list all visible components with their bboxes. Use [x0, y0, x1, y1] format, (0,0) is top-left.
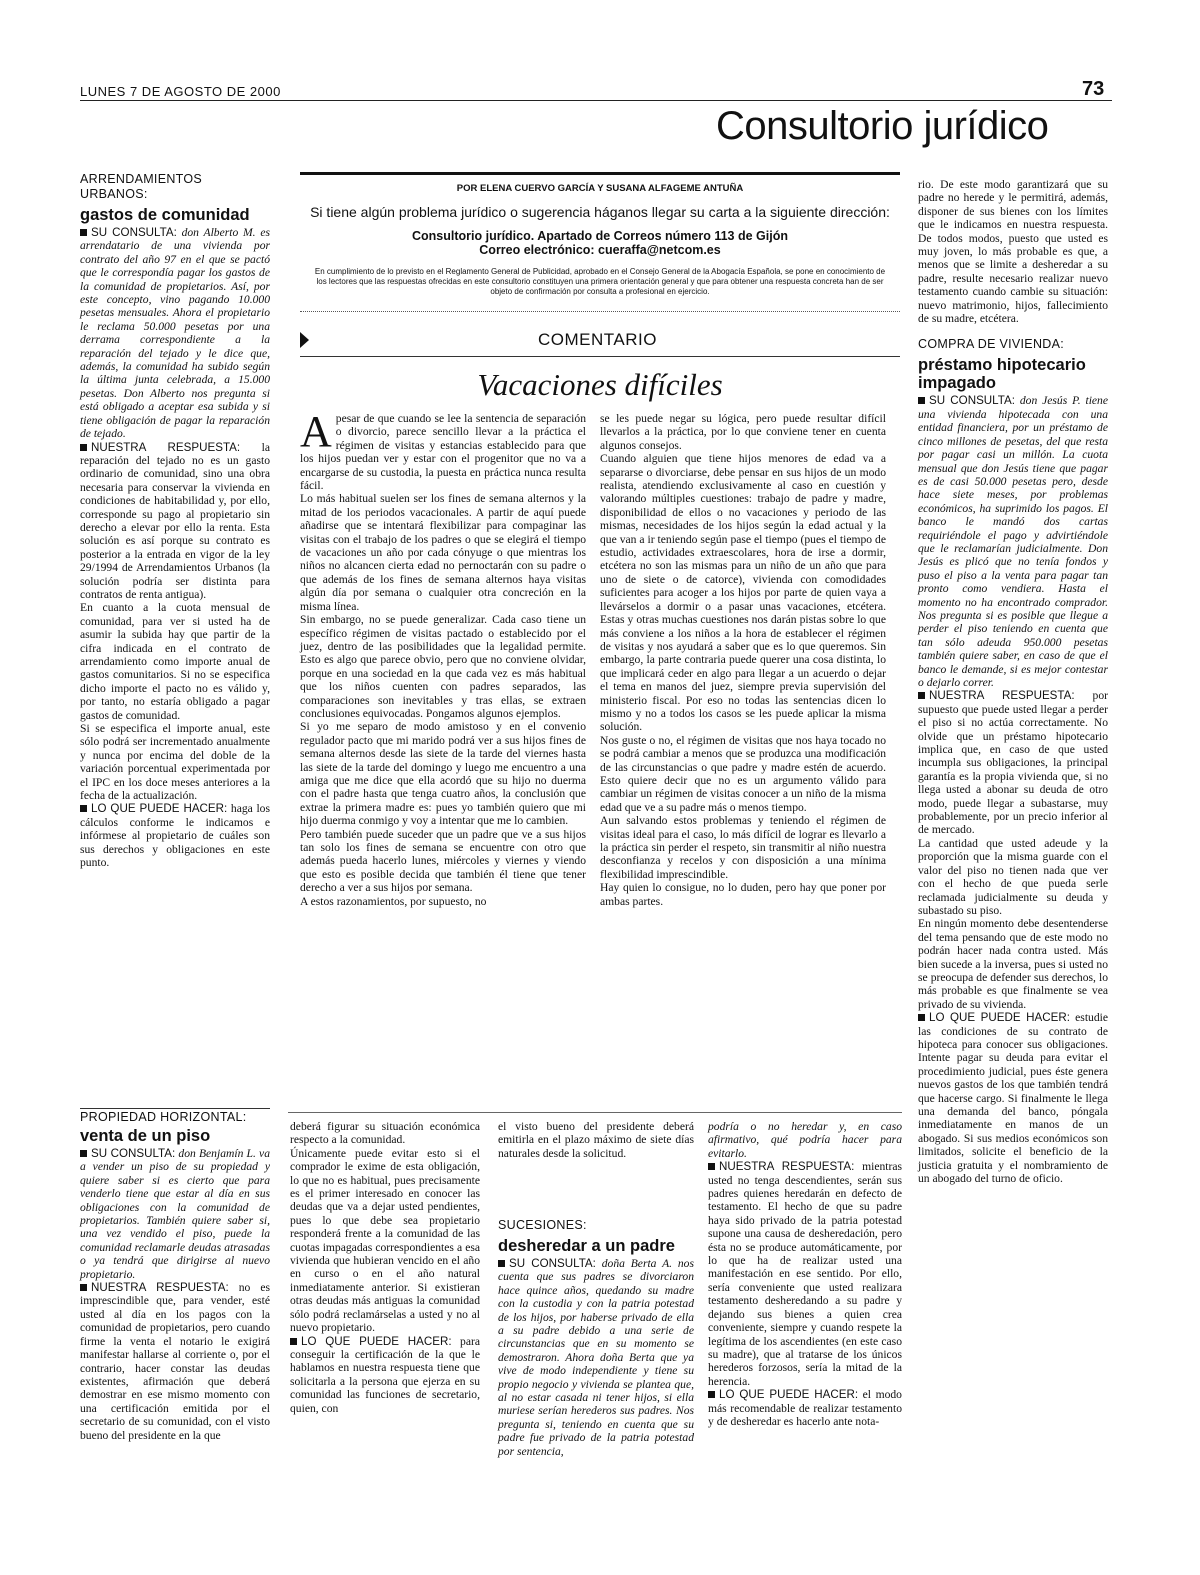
comment-title: Vacaciones difíciles	[477, 367, 723, 402]
comment-paragraph: pesar de que cuando se lee la sentencia de separación o divorcio, parece sencillo llevar a la práctica el régimen de visitas y estancias establecido para que los hijos puedan ver y estar con el progenitor que no va a encargarse de su custodia, la puesta en práctica nunca resulta fácil.	[300, 412, 586, 493]
headline: venta de un piso	[80, 1127, 211, 1145]
respuesta-label: NUESTRA RESPUESTA:	[719, 1160, 855, 1174]
comment-paragraph: Sin embargo, no se puede generalizar. Cada caso tiene un específico régimen de visitas pactado o establecido por el juez, dentro de las posibilidades que la legalidad permite. Esto es algo que parece obvio, pero que no conviene olvidar, porque en una sociedad en la que cada vez es más habitual que los niños cuenten con padres separados, las comparaciones son inevitables y tras ellas, se extraen conclusiones equivocadas. Pongamos algunos ejemplos.	[300, 613, 586, 720]
comment-header	[300, 330, 900, 403]
comment-paragraph: se les puede negar su lógica, pero puede resultar difícil llevarlos a la práctica, por lo que conviene tener en cuenta algunos consejos.	[600, 412, 886, 452]
consulta-label: SU CONSULTA:	[929, 394, 1015, 408]
comment-paragraph: Cuando alguien que tiene hijos menores de edad va a separarse o divorciarse, debe pensar en sus hijos de un modo realista, atendiendo exclusivamente al caso en cuestión y valorando múltiples cuestiones: trabajo de padre y madre, disponibilidad de ellos o no vacaciones y periodo de las mismas, necesidades de los hijos según la edad actual y la que van a ir teniendo según pase el tiempo (pues el tiempo de estudio, actividades extraescolares, hora de irse a dormir, etcétera no son las mismas para un niño de un año que para uno de siete o de catorce), vivienda con comodidades suficientes para acoger a los hijos por parte de quien vaya a llevárselos a dormir o a pasar unas vacaciones, etcétera. Estas y otras muchas cuestiones nos darán pistas sobre lo que más conviene a los niños a la hora de establecer el régimen de visitas y nos ayudará a saber que es lo que queremos. Sin embargo, la parte contraria puede querer una cosa distinta, lo que implicará ceder en algo para llegar a un acuerdo o dejar el tema en manos del juez, siempre previa supervisión del ministerio fiscal. Por eso no todas las sentencias dicen lo mismo y no a todos los casos se les puede aplicar la misma solución.	[600, 452, 886, 734]
continuation-text: rio. De este modo garantizará que su padre no herede y le permitirá, además, disponer de sus bienes con los límites que le indicamos en nuestra respuesta. De todos modos, puesto que usted es muy joven, lo más probable es que, a menos que se limite a desheredar a su padre, resulte necesario realizar nuevo testamento cuando cambie su situación: nuevo matrimonio, hijos, fallecimiento de su madre, etcétera.	[918, 178, 1108, 326]
propiedad-continuation	[290, 1120, 480, 1415]
respuesta-label: NUESTRA RESPUESTA:	[91, 1281, 229, 1295]
respuesta-text: En ningún momento debe desentenderse del tema pensando que de este modo no podrán hacer nada contra usted. Más bien sucede a la inversa, pues si usted no se preocupa de defender sus derechos, lo más probable es que finalmente se vea privado de su vivienda.	[918, 917, 1108, 1011]
section-title: Consultorio jurídico	[716, 104, 1049, 148]
consulta-text: don Alberto M. es arrendatario de una vivienda por contrato del año 97 en el que se pactó que le correspondía pagar los gastos de la comunidad de propietarios. Así, por este concepto, vino pagando 10.000 pesetas mensuales. Ahora el propietario le reclama 50.000 pesetas por una derrama correspondiente a la reparación del tejado y le dice que, además, la comunidad ha subido según la última junta celebrada, a 15.000 pesetas. Don Alberto nos pregunta si está obligado a aceptar esa subida y si tiene obligación de pagar la reparación de tejado.	[80, 226, 270, 441]
respuesta-text: mientras usted no tenga descendientes, serán sus padres quienes heredarán en defecto de testamento. El hecho de que su padre haya sido privado de la patria potestad supone una causa de desheredación, pero ésta no se produce automáticamente, por lo que ha de realizar usted una manifestación en ese sentido. Por ello, sería conveniente que usted realizara testamento desheredando a su padre y dejando sus bienes a quien crea conveniente, siempre y cuando respete la legítima de los ascendientes (en este caso su madre), que al tratarse de los únicos herederos forzosos, sería la mitad de la herencia.	[708, 1160, 902, 1388]
respuesta-label: NUESTRA RESPUESTA:	[91, 440, 241, 454]
category-label: PROPIEDAD HORIZONTAL:	[80, 1110, 247, 1124]
comment-label: COMENTARIO	[538, 330, 657, 349]
headline: desheredar a un padre	[498, 1237, 675, 1255]
issue-date: LUNES 7 DE AGOSTO DE 2000	[80, 84, 281, 99]
respuesta-text: Si se especifica el importe anual, este sólo podrá ser incrementado anualmente y nunca por encima del doble de la variación porcentual experimentada por el IPC en los doce meses anteriores a la fecha de la actualización.	[80, 722, 270, 803]
bullet-square-icon	[80, 805, 87, 812]
bullet-square-icon	[708, 1163, 715, 1170]
comment-column-1	[300, 407, 586, 908]
respuesta-text: En cuanto a la cuota mensual de comunidad, para ver si usted ha de asumir la subida hay que partir de la cifra indicada en el contrato de arrendamiento como importe anual de gastos comunitarios. Si no se especifica dicho importe el pacto no es válido y, por tanto, no estaría obligado a pagar gastos de comunidad.	[80, 601, 270, 722]
right-column	[918, 178, 1108, 1185]
headline: préstamo hipotecario impagado	[918, 356, 1086, 393]
article-sucesiones	[498, 1218, 694, 1458]
bullet-square-icon	[918, 1014, 925, 1021]
bullet-square-icon	[80, 1284, 87, 1291]
headline: gastos de comunidad	[80, 206, 250, 224]
bullet-square-icon	[80, 229, 87, 236]
hacer-label: LO QUE PUEDE HACER:	[929, 1011, 1070, 1025]
consulta-text: doña Berta A. nos cuenta que sus padres se divorciaron hace quince años, quedando su madre con la custodia y con la patria potestad de los hijos, por haberse privado de ella a su padre debido a una serie de circunstancias que en su momento se demostraron. Ahora doña Berta que ya vive de modo independiente y tiene su propio negocio y vivienda se plantea que, al no estar casada ni tener hijos, si ella muriese serían herederos sus padres. Nos pregunta si, teniendo en cuenta que su padre fue privado de la patria potestad por sentencia,	[498, 1257, 694, 1458]
bottom-rule	[288, 1112, 902, 1113]
consulta-text: don Jesús P. tiene una vivienda hipotecada con una entidad financiera, por un préstamo de cinco millones de pesetas, del que resta por pagar casi un millón. La cuota mensual que don Jesús tiene que pagar es de casi 50.000 pesetas pero, desde hace siete meses, por problemas económicos, ha suprimido los pagos. El banco le mandó dos cartas requiriéndole el pago y advirtiéndole que le reclamarían judicialmente. Don Jesús es plicó que no tenía fondos y puso el piso a la venta para pagar tan pronto como vendiera. Hasta el momento no ha encontrado comprador. Nos pregunta si es posible que llegue a perder el piso teniendo en cuenta que tan sólo adeuda 950.000 pesetas también quiere saber, en caso de que el banco le demande, si es mejor contestar o dejarlo correr.	[918, 394, 1109, 689]
bullet-square-icon	[708, 1391, 715, 1398]
hacer-label: LO QUE PUEDE HACER:	[91, 802, 228, 816]
respuesta-text: por supuesto que puede usted llegar a perder el piso si no actúa correctamente. No olvide que un préstamo hipotecario implica que, en caso de que usted incumpla sus obligaciones, la principal garantía es la propia vivienda que, si no llega usted a abonar su deuda de otro modo, puede llegar a subastarse, muy probablemente, por un precio inferior al de mercado.	[918, 689, 1108, 837]
contact-intro: Si tiene algún problema jurídico o sugerencia háganos llegar su carta a la siguiente dirección:	[310, 204, 890, 220]
dotted-divider	[300, 311, 900, 312]
box-rule	[300, 172, 900, 175]
hacer-text: haga los cálculos conforme le indicamos e infórmese al propietario de cuáles son sus derechos y obligaciones en este punto.	[80, 802, 270, 870]
bullet-square-icon	[80, 1150, 87, 1157]
respuesta-label: NUESTRA RESPUESTA:	[929, 689, 1075, 703]
category-label: ARRENDAMIENTOS URBANOS:	[80, 172, 203, 201]
bullet-square-icon	[918, 692, 925, 699]
arrow-marker-icon	[300, 332, 309, 348]
respuesta-text: La cantidad que usted adeude y la proporción que la misma guarde con el valor del piso no tienen nada que ver con el hecho de que pueda serle reclamada judicialmente su deuda y subastado su piso.	[918, 836, 1108, 917]
comment-paragraph: Hay quien lo consigue, no lo duden, pero hay que poner por ambas partes.	[600, 881, 886, 908]
category-label: SUCESIONES:	[498, 1218, 587, 1232]
comment-paragraph: Nos guste o no, el régimen de visitas que nos haya tocado no se podrá cambiar a menos que se produzca una modificación de las circunstancias o que padre y madre estén de acuerdo. Esto quiere decir que no es un argumento válido para cambiar un régimen de visitas conocer a un niño de la misma edad que ve a su padre más o menos tiempo.	[600, 733, 886, 814]
bullet-square-icon	[80, 444, 87, 451]
hacer-text: para conseguir la certificación de la que le hablamos en nuestra respuesta tiene que solicitarla a la persona que ejerza en su comunidad las funciones de secretario, quien, con	[290, 1334, 480, 1415]
consulta-label: SU CONSULTA:	[509, 1257, 596, 1270]
article-propiedad-horizontal	[80, 1110, 270, 1442]
comment-paragraph: A estos razonamientos, por supuesto, no	[300, 894, 487, 908]
header-rule	[80, 100, 1112, 101]
consulta-text: podría o no heredar y, en caso afirmativo, qué podría hacer para evitarlo.	[708, 1120, 902, 1160]
page-number: 73	[1082, 78, 1105, 100]
contact-box	[300, 172, 900, 312]
bottom-rule	[80, 1108, 270, 1109]
respuesta-text: Únicamente puede evitar esto si el comprador le exime de esta obligación, lo que no es habitual, pues precisamente es el primer interesado en conocer las deudas que va a dejar usted pendientes, pues lo que debe sea propietario responderá frente a la comunidad de las cuotas impagadas correspondientes a esa vivienda que hubieran vencido en el año en curso o en el año natural inmediatamente anterior. Si existieran otras deudas más antiguas la comunidad sólo podrá reclamárselas a usted y no al nuevo propietario.	[290, 1146, 480, 1335]
byline: POR ELENA CUERVO GARCÍA Y SUSANA ALFAGEME ANTUÑA	[456, 183, 744, 194]
comment-paragraph: Lo más habitual suelen ser los fines de semana alternos y la mitad de los periodos vacacionales. A partir de aquí puede añadirse que se intentará flexibilizar para compaginar las visitas con el trabajo de los padres o que se elegirá el tiempo de vacaciones un año por cada cónyuge o que mientras los niños no alcancen cierta edad no pernoctarán con su padre o que además de los fines de semana alternos haya visitas algún día por semana o cualquier otra concreción en la misma línea.	[300, 492, 586, 613]
hacer-text: el modo más recomendable de realizar testamento y de desheredar es hacerlo ante nota-	[708, 1388, 902, 1428]
bullet-square-icon	[290, 1338, 297, 1345]
dropcap: A	[300, 407, 332, 456]
legal-note: En cumplimiento de lo previsto en el Reglamento General de Publicidad, aprobado en el Consejo General de la Abogacía Española, se pone en conocimiento de los lectores que las respuestas ofrecidas en este consultorio constituyen una primera orientación general y que para obtener una respuesta concreta han de ser objeto de confirmación por consulta a profesional en ejercicio.	[314, 267, 886, 296]
comment-column-2	[600, 412, 886, 908]
postal-address: Consultorio jurídico. Apartado de Correos número 113 de Gijón	[412, 229, 788, 243]
consulta-text: don Benjamín L. va a vender un piso de su propiedad y quiere saber si es cierto que para venderlo tiene que estar al día en sus obligaciones con la comunidad de propietarios. También quiere saber si, una vez vendido el piso, puede la comunidad reclamarle deudas atrasadas o ya tendrá que dirigirse al nuevo propietario.	[80, 1147, 271, 1281]
hacer-label: LO QUE PUEDE HACER:	[301, 1334, 452, 1348]
comment-paragraph: Si yo me separo de modo amistoso y en el convenio regulador pacto que mi marido podrá ver a sus hijos fines de semana alternos desde las siete de la tarde del viernes hasta las siete de la tarde del domingo y luego me encuentro a una amiga que me dice que ella acordó que su hijo no duerma con el padre hasta que tenga cuatro años, la conclusión que extrae la primera madre es: pues yo también quiero que mi hijo duerma conmigo y voy a intentar que me lo cambien.	[300, 720, 586, 828]
propiedad-end	[498, 1120, 694, 1160]
comment-paragraph: Aun salvando estos problemas y teniendo el régimen de visitas ideal para el caso, lo más difícil de lograr es llevarlo a la práctica sin perder el respeto, sin transmitir al niño nuestra desconfianza y recelos y con disposición a una mínima flexibilidad imprescindible.	[600, 814, 886, 881]
comment-paragraph: Pero también puede suceder que un padre que ve a sus hijos tan solo los fines de semana se encuentre con otro que además pueda hacerlo lunes, miércoles y viernes y viendo que esto es posible decida que también él tiene que tener derecho a ver a sus hijos por semana.	[300, 827, 586, 895]
hacer-label: LO QUE PUEDE HACER:	[719, 1388, 859, 1402]
email-address[interactable]: Correo electrónico: cueraffa@netcom.es	[479, 243, 721, 257]
respuesta-text: deberá figurar su situación económica respecto a la comunidad.	[290, 1120, 480, 1147]
hacer-text: el visto bueno del presidente deberá emitirla en el plazo máximo de siete días naturales desde la solicitud.	[498, 1120, 694, 1160]
bullet-square-icon	[918, 397, 925, 404]
article-arrendamientos	[80, 172, 270, 870]
bullet-square-icon	[498, 1260, 505, 1267]
respuesta-text: la reparación del tejado no es un gasto ordinario de comunidad, sino una obra necesaria para conservar la vivienda en condiciones de habitabilidad y, por ello, corresponde su pago al propietario sin derecho a elevar por ello la renta. Esta solución es así porque su contrato es posterior a la entrada en vigor de la ley 29/1994 de Arrendamientos Urbanos (la solución podría ser distinta para contratos de renta antigua).	[80, 440, 270, 601]
comment-rule	[300, 356, 900, 357]
respuesta-text: no es imprescindible que, para vender, esté usted al día en los pagos con la comunidad de propietarios, pero cuando firme la venta el notario le exigirá manifestar hallarse al corriente o, por el contrario, hacer constar las deudas existentes, afirmación que deberá demostrar en ese mismo momento con una certificación emitida por el secretario de su comunidad, con el visto bueno del presidente en la que	[80, 1281, 270, 1442]
hacer-text: estudie las condiciones de su contrato de hipoteca para conocer sus obligaciones. Intente pagar su deuda para evitar el procedimiento judicial, pues éste genera nuevos gastos de los que también tendrá que hacerse cargo. Si finalmente le llega una demanda del banco, póngala inmediatamente en manos de un abogado. Si sus medios económicos son limitados, solicite el beneficio de la justicia gratuita y el nombramiento de un abogado del turno de oficio.	[918, 1011, 1108, 1186]
sucesiones-continuation	[708, 1120, 902, 1428]
category-label: COMPRA DE VIVIENDA:	[918, 337, 1065, 352]
consulta-label: SU CONSULTA:	[91, 226, 177, 239]
consulta-label: SU CONSULTA:	[91, 1147, 176, 1160]
